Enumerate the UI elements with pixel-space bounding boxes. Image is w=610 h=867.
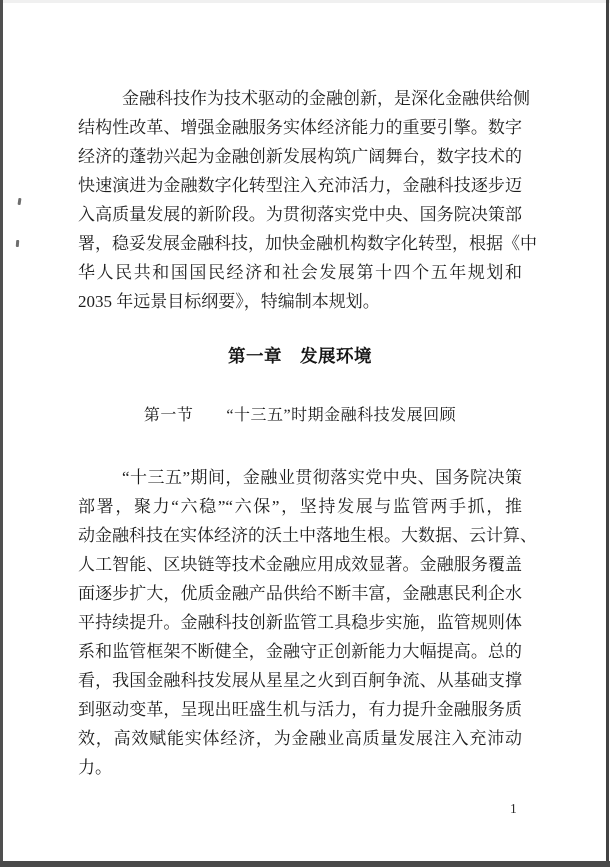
chapter-heading: 第一章 发展环境: [228, 346, 372, 366]
body-paragraph-2: [78, 463, 537, 782]
text-line: 2035 年远景目标纲要》，特编制本规划。: [78, 292, 380, 311]
body-paragraph-1: [78, 84, 537, 316]
scan-speck-2: [16, 240, 19, 247]
text-line: 经济的蓬勃兴起为金融创新发展构筑广阔舞台，数字技术的: [78, 147, 522, 166]
scan-edge-left: [0, 0, 3, 867]
section-heading: 第一节 “十三五”时期金融科技发展回顾: [143, 407, 457, 424]
text-line: 结构性改革、增强金融服务实体经济能力的重要引擎。数字: [78, 118, 522, 137]
text-line: 效，高效赋能实体经济，为金融业高质量发展注入充沛动力。: [78, 729, 522, 777]
text-line: 人工智能、区块链等技术金融应用成效显著。金融服务覆盖: [78, 555, 522, 574]
text-line: 到驱动变革，呈现出旺盛生机与活力，有力提升金融服务质: [78, 700, 522, 719]
scan-edge-top: [0, 0, 610, 3]
text-line: 署，稳妥发展金融科技，加快金融机构数字化转型，根据《中: [78, 234, 537, 253]
text-line: 动金融科技在实体经济的沃土中落地生根。大数据、云计算、: [78, 526, 537, 545]
text-line: 华人民共和国国民经济和社会发展第十四个五年规划和: [78, 263, 522, 282]
scan-edge-bottom: [0, 861, 610, 867]
text-line: 金融科技作为技术驱动的金融创新，是深化金融供给侧: [122, 89, 530, 108]
text-line: 入高质量发展的新阶段。为贯彻落实党中央、国务院决策部: [78, 205, 522, 224]
page-number: 1: [510, 801, 517, 816]
text-line: “十三五”期间，金融业贯彻落实党中央、国务院决策: [122, 468, 522, 487]
text-line: 看，我国金融科技发展从星星之火到百舸争流、从基础支撑: [78, 671, 522, 690]
scan-speck-1: [18, 198, 22, 205]
text-line: 平持续提升。金融科技创新监管工具稳步实施，监管规则体: [78, 613, 522, 632]
text-line: 面逐步扩大，优质金融产品供给不断丰富，金融惠民利企水: [78, 584, 522, 603]
text-line: 部署，聚力“六稳”“六保”，坚持发展与监管两手抓，推: [78, 497, 522, 516]
text-line: 系和监管框架不断健全，金融守正创新能力大幅提高。总的: [78, 642, 522, 661]
scan-edge-right: [606, 0, 609, 867]
text-line: 快速演进为金融数字化转型注入充沛活力，金融科技逐步迈: [78, 176, 522, 195]
